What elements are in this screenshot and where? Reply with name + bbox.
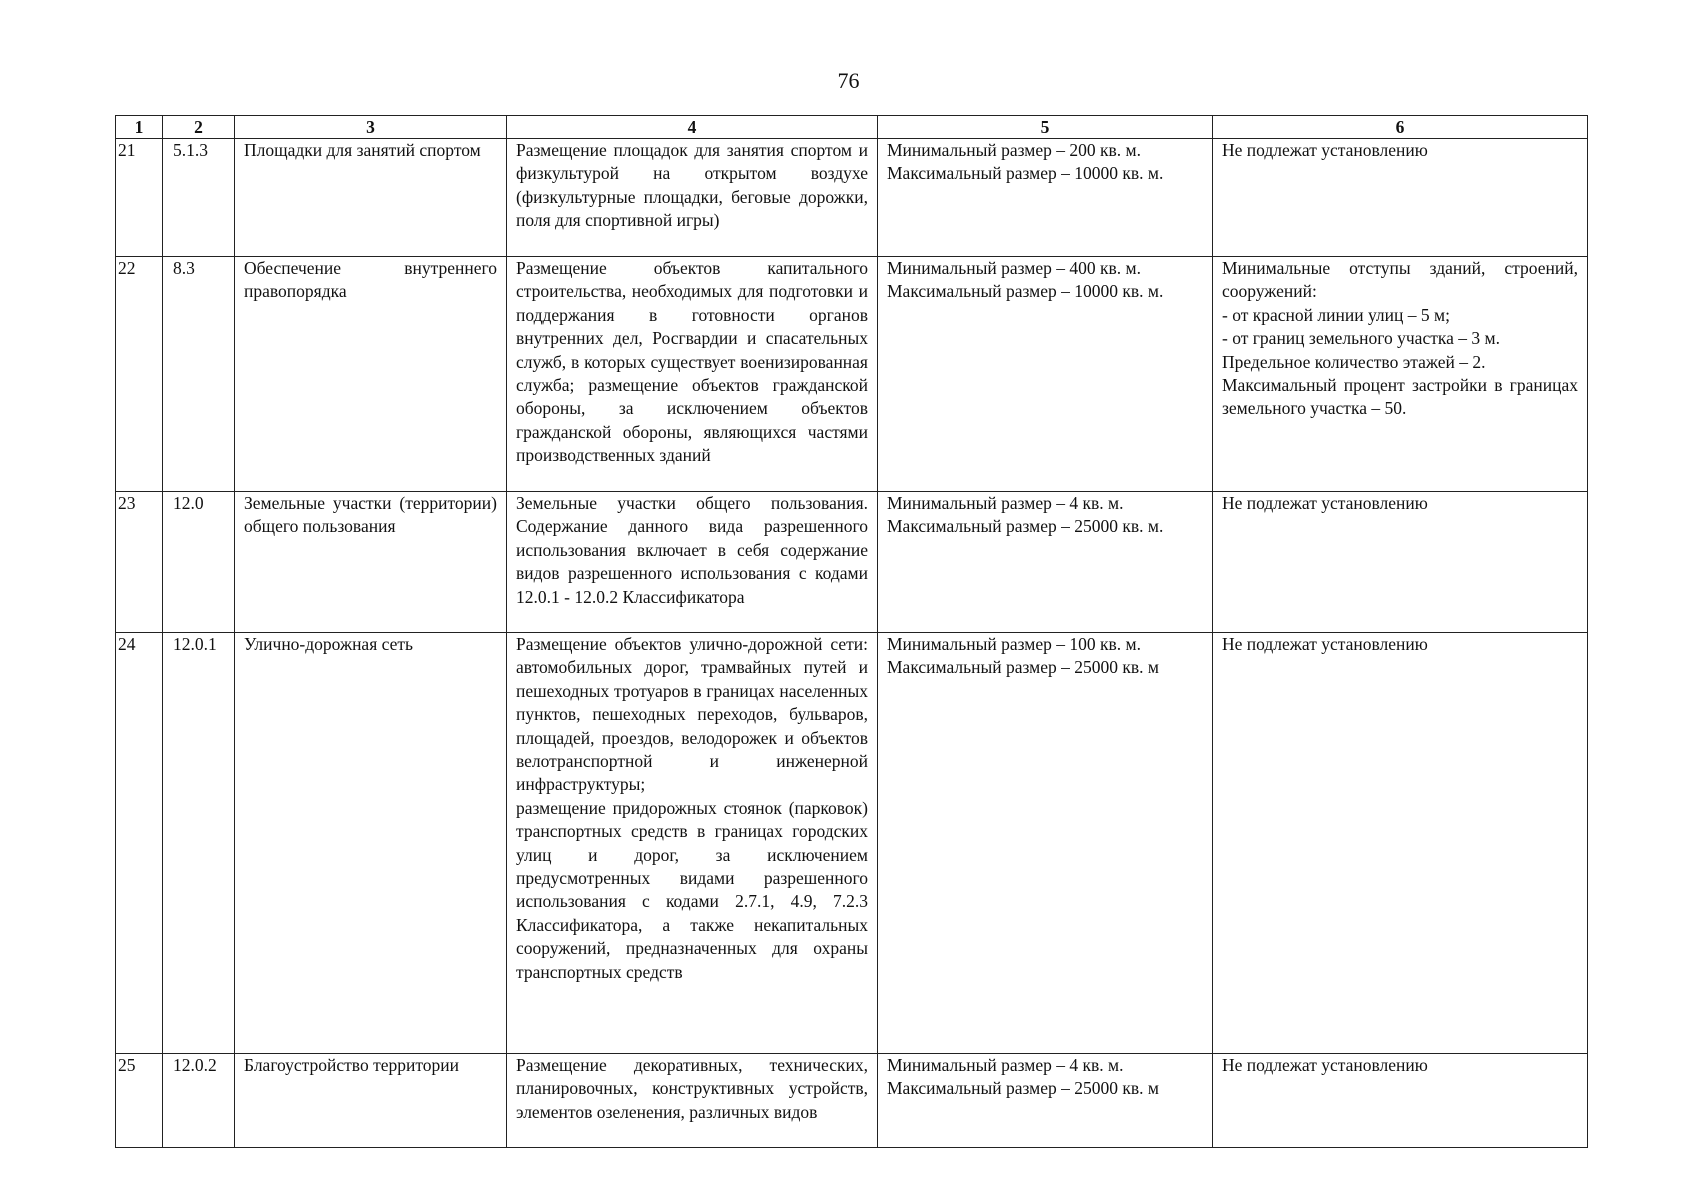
page-number: 76: [837, 68, 860, 93]
table-row: [116, 257, 1588, 492]
table-row: [116, 1054, 1588, 1148]
plot-size: Минимальный размер – 4 кв. м. Максимальный размер – 25000 кв. м.: [878, 492, 1213, 633]
use-name: Обеспечение внутреннего правопорядка: [235, 257, 507, 492]
plot-size: Минимальный размер – 100 кв. м. Максимальный размер – 25000 кв. м: [878, 633, 1213, 1054]
plot-size: Минимальный размер – 200 кв. м. Максимальный размер – 10000 кв. м.: [878, 139, 1213, 257]
use-description: Размещение декоративных, технических, планировочных, конструктивных устройств, элементов озеленения, различных видов: [507, 1054, 878, 1148]
plot-size: Минимальный размер – 400 кв. м. Максимальный размер – 10000 кв. м.: [878, 257, 1213, 492]
column-header: 1: [116, 116, 163, 139]
table-header-row: [116, 116, 1588, 139]
construction-params: Минимальные отступы зданий, строений, сооружений: - от красной линии улиц – 5 м; - от границ земельного участка – 3 м. Предельное количество этажей – 2. Максимальный процент застройки в границах земельного участка – 50.: [1213, 257, 1588, 492]
use-description: Земельные участки общего пользования. Содержание данного вида разрешенного использования включает в себя содержание видов разрешенного использования с кодами 12.0.1 - 12.0.2 Классификатора: [507, 492, 878, 633]
row-number: 24: [116, 633, 163, 1054]
row-number: 23: [116, 492, 163, 633]
use-code: 12.0: [163, 492, 235, 633]
construction-params: Не подлежат установлению: [1213, 492, 1588, 633]
land-use-table: [115, 115, 1588, 1148]
row-number: 22: [116, 257, 163, 492]
table-row: [116, 633, 1588, 1054]
row-number: 25: [116, 1054, 163, 1148]
use-description: Размещение площадок для занятия спортом и физкультурой на открытом воздухе (физкультурные площадки, беговые дорожки, поля для спортивной игры): [507, 139, 878, 257]
use-description: Размещение объектов капитального строительства, необходимых для подготовки и поддержания в готовности органов внутренних дел, Росгвардии и спасательных служб, в которых существует военизированная служба; размещение объектов гражданской обороны, за исключением объектов гражданской обороны, являющихся частями производственных зданий: [507, 257, 878, 492]
use-name: Земельные участки (территории) общего пользования: [235, 492, 507, 633]
table-row: [116, 139, 1588, 257]
column-header: 5: [878, 116, 1213, 139]
table-row: [116, 492, 1588, 633]
column-header: 4: [507, 116, 878, 139]
row-number: 21: [116, 139, 163, 257]
column-header: 3: [235, 116, 507, 139]
construction-params: Не подлежат установлению: [1213, 1054, 1588, 1148]
use-name: Улично-дорожная сеть: [235, 633, 507, 1054]
column-header: 6: [1213, 116, 1588, 139]
use-code: 12.0.2: [163, 1054, 235, 1148]
construction-params: Не подлежат установлению: [1213, 633, 1588, 1054]
use-code: 5.1.3: [163, 139, 235, 257]
use-code: 8.3: [163, 257, 235, 492]
plot-size: Минимальный размер – 4 кв. м. Максимальный размер – 25000 кв. м: [878, 1054, 1213, 1148]
use-name: Площадки для занятий спортом: [235, 139, 507, 257]
use-description: Размещение объектов улично-дорожной сети: автомобильных дорог, трамвайных путей и пешеходных тротуаров в границах населенных пунктов, пешеходных переходов, бульваров, площадей, проездов, велодорожек и объектов велотранспортной и инженерной инфраструктуры; размещение придорожных стоянок (парковок) транспортных средств в границах городских улиц и дорог, за исключением предусмотренных видами разрешенного использования с кодами 2.7.1, 4.9, 7.2.3 Классификатора, а также некапитальных сооружений, предназначенных для охраны транспортных средств: [507, 633, 878, 1054]
use-code: 12.0.1: [163, 633, 235, 1054]
construction-params: Не подлежат установлению: [1213, 139, 1588, 257]
column-header: 2: [163, 116, 235, 139]
use-name: Благоустройство территории: [235, 1054, 507, 1148]
